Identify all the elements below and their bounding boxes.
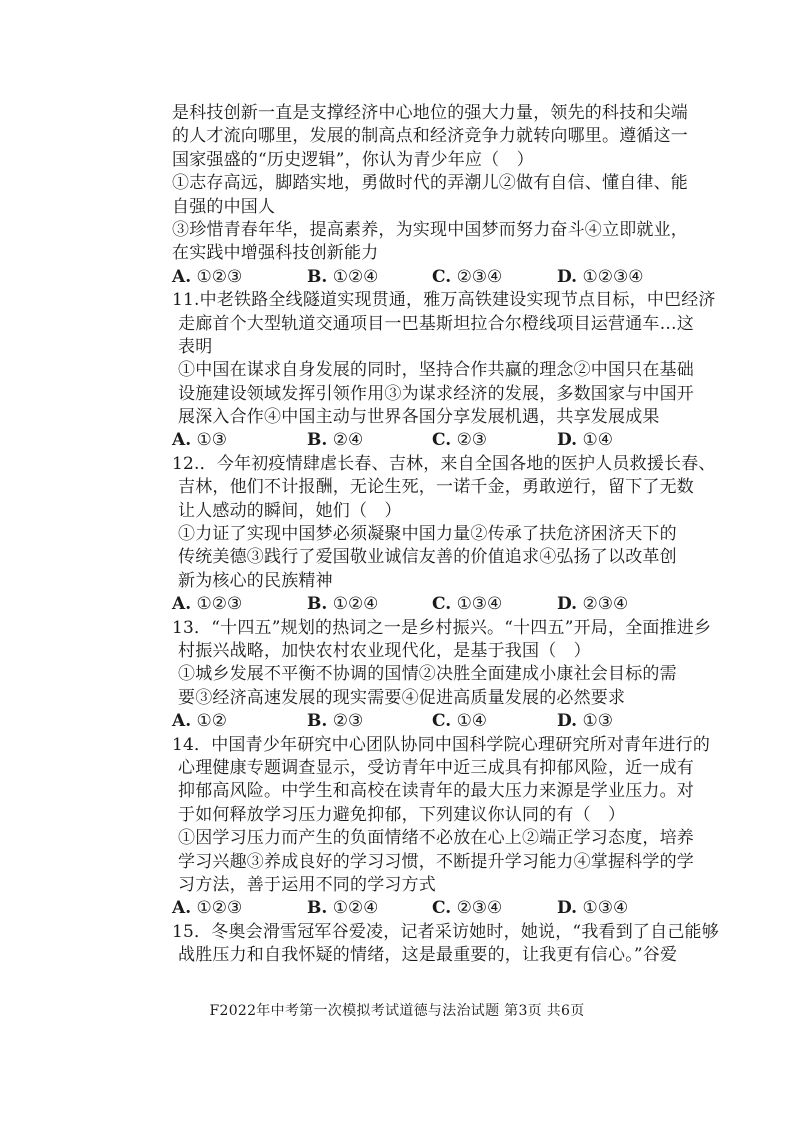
option-label: A. (172, 266, 192, 287)
option-text: ①②④ (332, 898, 379, 919)
question-block (172, 921, 717, 968)
option-text: ①②④ (332, 594, 379, 615)
option-label: C. (432, 594, 452, 615)
question-text-line: 于如何释放学习压力避免抑郁，下列建议你认同的有（ ） (178, 804, 626, 825)
question-text-line: 在实践中增强科技创新能力 (172, 243, 379, 264)
option-text: ②③④ (456, 266, 503, 287)
answer-option (557, 897, 628, 920)
question-text-line: 战胜压力和自我怀疑的情绪，这是最重要的，让我更有信心。”谷爱 (178, 945, 678, 966)
question-text-line: ①因学习压力而产生的负面情绪不必放在心上②端正学习态度，培养 (178, 828, 694, 849)
option-label: C. (432, 266, 452, 287)
question-text-line: 让人感动的瞬间，她们（ ） (178, 500, 402, 521)
answer-options (172, 710, 717, 733)
question-text-line: ①力证了实现中国梦必须凝聚中国力量②传承了扶危济困济天下的 (178, 524, 677, 545)
option-text: ②④ (332, 430, 364, 451)
question-text-line: 自强的中国人 (172, 196, 276, 217)
question-text-line: 村振兴战略，加快农村农业现代化，是基于我国（ ） (178, 640, 591, 661)
question-text-line: 传统美德③践行了爱国敬业诚信友善的价值追求④弘扬了以改革创 (178, 547, 677, 568)
option-label: D. (557, 594, 578, 615)
answer-option (432, 429, 557, 452)
answer-option (172, 429, 307, 452)
option-text: ①②④ (332, 266, 379, 287)
option-label: C. (432, 430, 452, 451)
question-text-line: 的人才流向哪里，发展的制高点和经济竞争力就转向哪里。遵循这一 (172, 126, 688, 147)
answer-option (172, 593, 307, 616)
option-text: ①④ (582, 430, 613, 451)
answer-option (432, 266, 557, 289)
question-block (172, 617, 717, 734)
question-content (172, 102, 717, 967)
option-text: ①②③ (196, 898, 243, 919)
option-label: A. (172, 711, 192, 732)
option-text: ①②③ (196, 266, 243, 287)
option-text: ①③ (196, 430, 227, 451)
answer-options (172, 897, 717, 920)
question-text-line: 吉林，他们不计报酬，无论生死，一诺千金，勇敢逆行，留下了无数 (178, 477, 694, 498)
answer-option (307, 710, 432, 733)
option-text: ①② (196, 711, 227, 732)
question-text-line: 国家强盛的“历史逻辑”，你认为青少年应（ ） (172, 149, 534, 170)
question-text-line: 表明 (178, 336, 213, 357)
answer-option (307, 429, 432, 452)
answer-option (432, 897, 557, 920)
option-label: A. (172, 898, 192, 919)
option-label: A. (172, 594, 192, 615)
question-text-line: 走廊首个大型轨道交通项目一巴基斯坦拉合尔橙线项目运营通车…这 (178, 313, 694, 334)
question-text-line: ①志存高远，脚踏实地，勇做时代的弄潮儿②做有自信、懂自律、能 (172, 173, 688, 194)
question-text-line: 12.．今年初疫情肆虐长春、吉林，来自全国各地的医护人员救援长春、 (172, 453, 716, 474)
question-text-line: 11.中老铁路全线隧道实现贯通，雅万高铁建设实现节点目标，中巴经济 (172, 290, 716, 311)
answer-option (307, 897, 432, 920)
answer-option (557, 710, 613, 733)
answer-option (557, 266, 643, 289)
option-text: ①④ (456, 711, 488, 732)
question-text-line: ③珍惜青春年华，提高素养，为实现中国梦而努力奋斗④立即就业， (172, 219, 688, 240)
option-text: ②③④ (582, 594, 629, 615)
question-text-line: 新为核心的民族精神 (178, 570, 333, 591)
question-text-line: 设施建设领域发挥引领作用③为谋求经济的发展，多数国家与中国开 (178, 383, 694, 404)
question-text-line: ①城乡发展不平衡不协调的国情②决胜全面建成小康社会目标的需 (178, 664, 677, 685)
option-text: ①③ (582, 711, 613, 732)
answer-option (172, 710, 307, 733)
answer-option (172, 897, 307, 920)
option-label: B. (307, 266, 328, 287)
answer-option (432, 593, 557, 616)
answer-options (172, 429, 717, 452)
answer-option (557, 429, 613, 452)
answer-options (172, 593, 717, 616)
page-footer: F2022年中考第一次模拟考试道德与法治试题 第3页 共6页 (209, 1003, 585, 1019)
question-text-line: 14．中国青少年研究中心团队协同中国科学院心理研究所对青年进行的 (172, 734, 711, 755)
question-text-line: 抑郁高风险。中学生和高校在读青年的最大压力来源是学业压力。对 (178, 781, 694, 802)
answer-option (557, 593, 628, 616)
question-text-line: 学习兴趣③养成良好的学习习惯，不断提升学习能力④掌握科学的学 (178, 851, 694, 872)
option-text: ①②③④ (582, 266, 644, 287)
question-text-line: 展深入合作④中国主动与世界各国分享发展机遇，共享发展成果 (178, 407, 660, 428)
question-block (172, 102, 717, 289)
answer-option (432, 710, 557, 733)
option-label: C. (432, 898, 452, 919)
option-text: ①③④ (582, 898, 629, 919)
option-label: B. (307, 711, 328, 732)
question-block (172, 734, 717, 921)
option-text: ①②③ (196, 594, 243, 615)
question-text-line: 13．“十四五”规划的热词之一是乡村振兴。“十四五”开局，全面推进乡 (172, 617, 712, 638)
question-block (172, 453, 717, 617)
answer-option (307, 266, 432, 289)
question-text-line: 是科技创新一直是支撑经济中心地位的强大力量，领先的科技和尖端 (172, 103, 688, 123)
option-label: B. (307, 430, 328, 451)
answer-options (172, 266, 717, 289)
option-text: ②③ (332, 711, 364, 732)
option-label: D. (557, 711, 578, 732)
option-label: C. (432, 711, 452, 732)
option-text: ①③④ (456, 594, 503, 615)
answer-option (172, 266, 307, 289)
option-label: B. (307, 898, 328, 919)
option-label: D. (557, 266, 578, 287)
question-block (172, 289, 717, 453)
option-label: B. (307, 594, 328, 615)
question-text-line: 心理健康专题调查显示，受访青年中近三成具有抑郁风险，近一成有 (178, 757, 694, 778)
question-text-line: 15．冬奥会滑雪冠军谷爱凌，记者采访她时，她说，“我看到了自己能够 (172, 921, 719, 942)
option-text: ②③④ (456, 898, 503, 919)
question-text-line: ①中国在谋求自身发展的同时，坚持合作共赢的理念②中国只在基础 (178, 360, 694, 381)
question-text-line: 要③经济高速发展的现实需要④促进高质量发展的必然要求 (178, 687, 626, 708)
option-text: ②③ (456, 430, 488, 451)
option-label: A. (172, 430, 192, 451)
answer-option (307, 593, 432, 616)
option-label: D. (557, 430, 578, 451)
option-label: D. (557, 898, 578, 919)
question-text-line: 习方法，善于运用不同的学习方式 (178, 874, 436, 895)
